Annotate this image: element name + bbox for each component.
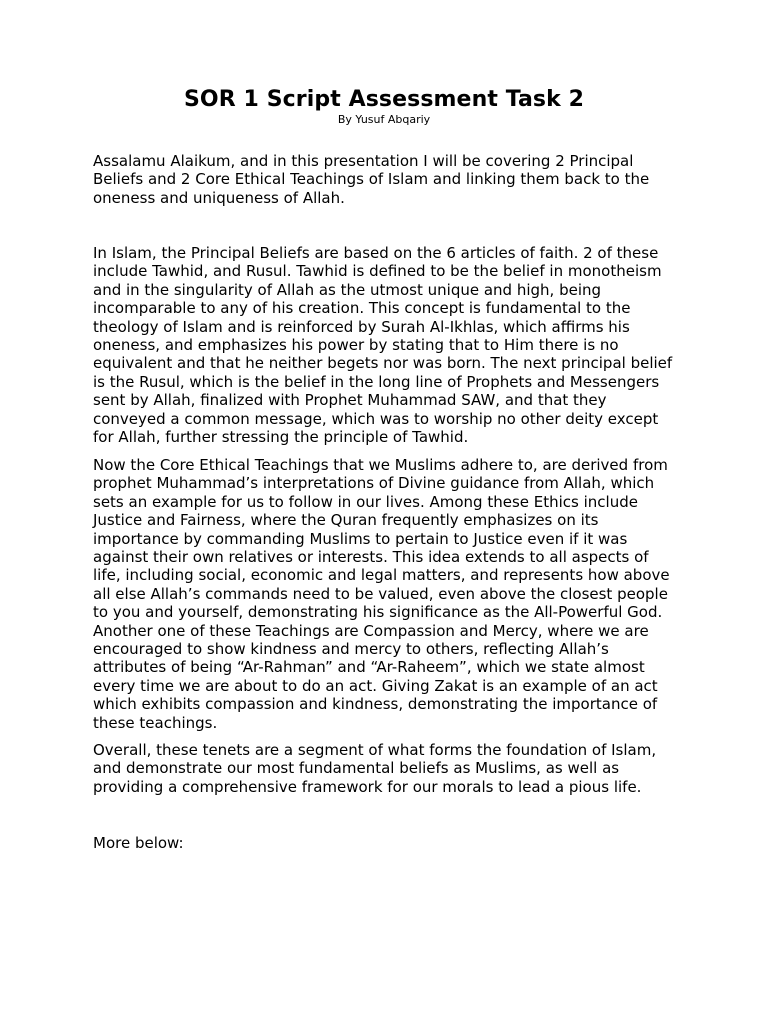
paragraph-conclusion: Overall, these tenets are a segment of what forms the foundation of Islam, and demonstrate our most fundamental beliefs as Muslims, as well as providing a comprehensive framework for our morals to lead a pious life.: [93, 741, 657, 796]
paragraph-ethical-teachings: Now the Core Ethical Teachings that we Muslims adhere to, are derived from prophet Muhammad’s interpretations of Divine guidance from Allah, which sets an example for us to follow in our lives. Among these Ethics include Justice and Fairness, where the Quran frequently emphasizes on its importance by commanding Muslims to pertain to Justice even if it was against their own relatives or interests. This idea extends to all aspects of life, including social, economic and legal matters, and represents how above all else Allah’s commands need to be valued, even above the closest people to you and yourself, demonstrating his significance as the All-Powerful God. Another one of these Teachings are Compassion and Mercy, where we are encouraged to show kindness and mercy to others, reflecting Allah’s attributes of being “Ar-Rahman” and “Ar-Raheem”, which we state almost every time we are about to do an act. Giving Zakat is an example of an act which exhibits compassion and kindness, demonstrating the importance of these teachings.: [93, 456, 670, 732]
paragraph-principal-beliefs: In Islam, the Principal Beliefs are based on the 6 articles of faith. 2 of these include Tawhid, and Rusul. Tawhid is defined to be the belief in monotheism and in the singularity of Allah as the utmost unique and high, being incomparable to any of his creation. This concept is fundamental to the theology of Islam and is reinforced by Surah Al-Ikhlas, which affirms his oneness, and emphasizes his power by stating that to Him there is no equivalent and that he neither begets nor was born. The next principal belief is the Rusul, which is the belief in the long line of Prophets and Messengers sent by Allah, finalized with Prophet Muhammad SAW, and that they conveyed a common message, which was to worship no other deity except for Allah, further stressing the principle of Tawhid.: [93, 244, 673, 447]
document-title: SOR 1 Script Assessment Task 2: [183, 87, 585, 112]
paragraph-more-below: More below:: [93, 834, 184, 852]
document-author: By Yusuf Abqariy: [337, 113, 431, 126]
paragraph-intro: Assalamu Alaikum, and in this presentation I will be covering 2 Principal Beliefs and 2 Core Ethical Teachings of Islam and linking them back to the oneness and uniqueness of Allah.: [93, 152, 650, 207]
